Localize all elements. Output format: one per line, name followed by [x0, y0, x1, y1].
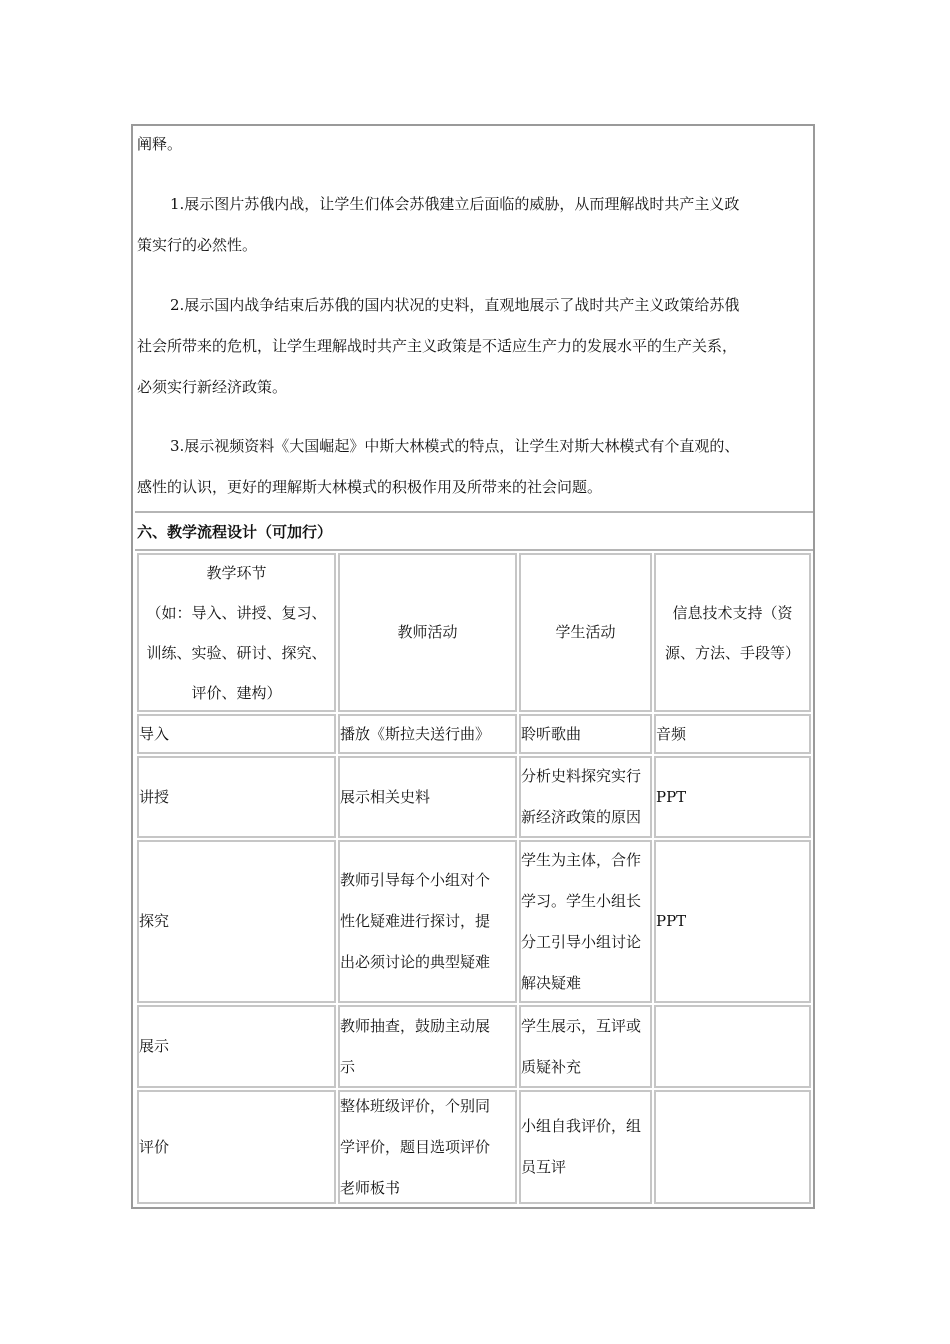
intro-line: 2.展示国内战争结束后苏俄的国内状况的史料，直观地展示了战时共产主义政策给苏俄 [170, 296, 740, 314]
table-row-student [519, 714, 652, 754]
header-stage-line: 训练、实验、研讨、探究、 [146, 643, 327, 662]
header-stage [137, 553, 336, 712]
teacher-text: 展示相关史料 [340, 787, 431, 806]
intro-line: 必须实行新经济政策。 [137, 378, 288, 396]
header-stage-line: 教学环节 [206, 563, 267, 582]
intro-line: 阐释。 [137, 135, 183, 153]
table-row-tech [654, 714, 811, 754]
intro-line: 1.展示图片苏俄内战，让学生们体会苏俄建立后面临的威胁，从而理解战时共产主义政 [170, 195, 740, 213]
table-row-teacher [338, 756, 517, 838]
intro-line: 策实行的必然性。 [137, 236, 258, 254]
intro-line: 感性的认识，更好的理解斯大林模式的积极作用及所带来的社会问题。 [137, 478, 603, 496]
student-text: 解决疑难 [521, 973, 582, 992]
student-text: 质疑补充 [521, 1057, 582, 1076]
student-text: 小组自我评价，组 [521, 1117, 642, 1135]
section-title: 六、教学流程设计（可加行） [137, 523, 333, 541]
stage-text: 讲授 [139, 787, 170, 806]
table-row-tech [654, 756, 811, 838]
stage-text: 导入 [139, 724, 170, 743]
document-page [131, 124, 815, 1209]
intro-line: 社会所带来的危机，让学生理解战时共产主义政策是不适应生产力的发展水平的生产关系， [137, 337, 738, 355]
student-text: 学习。学生小组长 [521, 891, 642, 910]
teacher-text: 教师引导每个小组对个 [340, 871, 491, 889]
table-row-tech [654, 1005, 811, 1088]
student-text: 新经济政策的原因 [521, 808, 642, 826]
tech-text: PPT [656, 787, 687, 806]
table-row-tech [654, 840, 811, 1003]
teacher-text: 性化疑难进行探讨，提 [340, 912, 491, 930]
student-text: 分析史料探究实行 [521, 767, 642, 785]
header-teacher [338, 553, 517, 712]
table-row-stage [137, 1005, 336, 1088]
stage-text: 评价 [139, 1137, 170, 1156]
teacher-text: 播放《斯拉夫送行曲》 [340, 724, 491, 743]
table-row-teacher [338, 714, 517, 754]
tech-text: PPT [656, 912, 687, 930]
student-text: 学生展示，互评或 [521, 1016, 642, 1035]
header-stage-line: （如：导入、讲授、复习、 [146, 603, 327, 622]
student-text: 聆听歌曲 [521, 724, 582, 743]
header-student-label: 学生活动 [555, 623, 616, 641]
table-row-student [519, 756, 652, 838]
table-row-student [519, 1090, 652, 1204]
table-row-stage [137, 756, 336, 838]
student-text: 员互评 [521, 1158, 567, 1176]
teacher-text: 示 [340, 1057, 356, 1076]
table-row-teacher [338, 1005, 517, 1088]
teacher-text: 整体班级评价，个别同 [340, 1096, 491, 1115]
table-row-stage [137, 1090, 336, 1204]
teacher-text: 出必须讨论的典型疑难 [340, 953, 491, 971]
intro-line: 3.展示视频资料《大国崛起》中斯大林模式的特点，让学生对斯大林模式有个直观的、 [170, 437, 740, 455]
table-row-teacher [338, 840, 517, 1003]
table-row-stage [137, 714, 336, 754]
stage-text: 展示 [139, 1037, 170, 1055]
header-tech-line: 源、方法、手段等） [664, 643, 800, 662]
header-teacher-label: 教师活动 [397, 623, 458, 641]
table-row-student [519, 840, 652, 1003]
section-heading [135, 511, 813, 551]
table-row-stage [137, 840, 336, 1003]
table-row-student [519, 1005, 652, 1088]
teacher-text: 学评价，题目选项评价 [340, 1137, 491, 1156]
header-stage-line: 评价、建构） [191, 683, 282, 702]
student-text: 学生为主体，合作 [521, 850, 642, 869]
header-student [519, 553, 652, 712]
stage-text: 探究 [139, 912, 170, 930]
tech-text: 音频 [656, 724, 687, 743]
table-row-tech [654, 1090, 811, 1204]
student-text: 分工引导小组讨论 [521, 932, 642, 951]
table-row-teacher [338, 1090, 517, 1204]
header-tech-line: 信息技术支持（资 [672, 603, 793, 622]
teacher-text: 老师板书 [340, 1178, 401, 1197]
header-tech [654, 553, 811, 712]
teacher-text: 教师抽查，鼓励主动展 [340, 1016, 491, 1035]
